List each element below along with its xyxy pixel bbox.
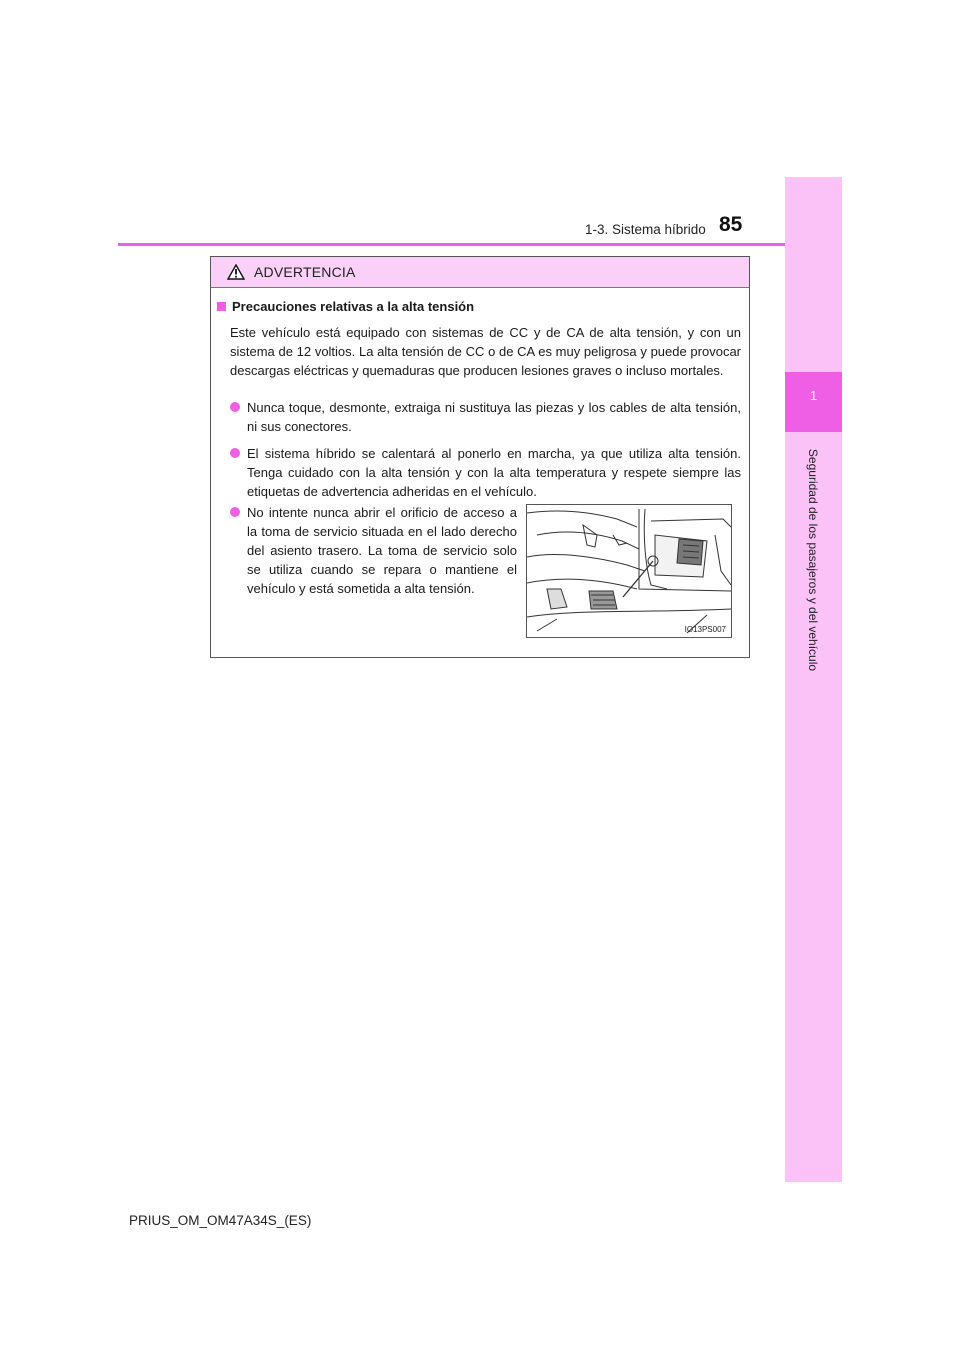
illustration-code: IO13PS007 [684,625,726,634]
warning-subheading: Precauciones relativas a la alta tensión [232,299,475,314]
bullet-dot-icon [230,507,240,517]
chapter-number: 1 [809,388,818,403]
warning-triangle-icon [227,264,245,280]
warning-intro: Este vehículo está equipado con sistemas de CC y de CA de alta tensión, y con un sistema de 12 voltios. La alta tensión de CC o de CA es muy peligrosa y puede provocar descargas eléctricas y quemaduras que producen lesiones graves o incluso mortales. [230,325,741,378]
warning-bullet [230,503,517,598]
warning-box [210,256,750,658]
bullet-dot-icon [230,448,240,458]
warning-subheading-row [217,299,474,314]
warning-title: ADVERTENCIA [254,264,356,280]
service-plug-illustration [526,504,732,638]
document-code: PRIUS_OM_OM47A34S_(ES) [129,1213,312,1228]
warning-bullet [230,444,741,501]
page-number: 85 [719,213,743,236]
warning-bullet-text: Nunca toque, desmonte, extraiga ni sustituya las piezas y los cables de alta tensión, ni sus conectores. [247,400,741,434]
side-chapter-tab [785,177,842,1182]
section-title: 1-3. Sistema híbrido [585,222,706,237]
warning-bullet-text: El sistema híbrido se calentará al ponerlo en marcha, ya que utiliza alta tensión. Tenga cuidado con la alta tensión y con la alta temperatura y respete siempre las etiquetas de advertencia adheridas en el vehículo. [247,446,741,499]
warning-bullet [230,398,741,436]
chapter-label: Seguridad de los pasajeros y del vehículo [806,448,820,672]
bullet-dot-icon [230,402,240,412]
header-rule [118,243,785,246]
warning-bullet-text: No intente nunca abrir el orificio de acceso a la toma de servicio situada en el lado derecho del asiento trasero. La toma de servicio solo se utiliza cuando se repara o mantiene el vehículo y está sometida a alta tensión. [247,505,517,596]
rear-seat-illustration [527,505,731,637]
square-bullet-icon [217,302,226,311]
warning-header [211,257,749,288]
